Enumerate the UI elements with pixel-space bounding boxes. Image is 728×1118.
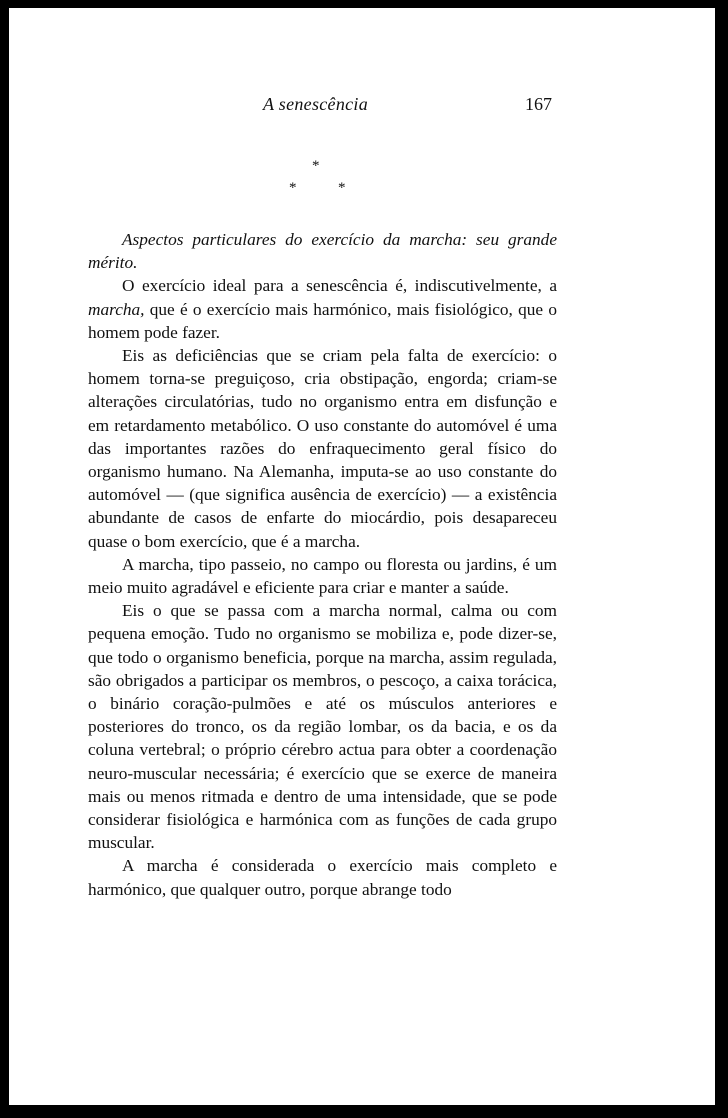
emphasis-marcha: marcha, [88, 299, 145, 319]
book-page [9, 8, 715, 1105]
running-head [9, 94, 715, 120]
page-number: 167 [525, 94, 552, 114]
asterisk-right: * [338, 180, 346, 196]
paragraph-4: Eis o que se passa com a marcha normal, calma ou com pequena emoção. Tudo no organismo se mobiliza e, pode dizer-se, que todo o organismo beneficia, porque na marcha, assim regulada, são obrigados a participar os membros, o pescoço, a caixa torácica, o binário coração-pulmões e até os músculos anteriores e posteriores do tronco, os da região lombar, os da bacia, e os da coluna vertebral; o próprio cérebro actua para obter a coordenação neuro-muscular necessária; é exercício que se exerce de maneira mais ou menos ritmada e dentro de uma intensidade, que se pode considerar fisiológica e harmónica com as funções de cada grupo muscular. [88, 601, 557, 853]
body-text [88, 228, 557, 901]
asterisk-top: * [312, 158, 320, 174]
asterism-separator [9, 150, 715, 200]
section-heading: Aspectos particulares do exercício da marcha: seu grande mérito. [88, 230, 557, 273]
paragraph-1-start: O exercício ideal para a senescência é, indiscutivelmente, a [122, 276, 557, 296]
paragraph-1-end: que é o exercício mais harmónico, mais fisiológico, que o homem pode fazer. [88, 299, 557, 342]
paragraph-5: A marcha é considerada o exercício mais completo e harmónico, que qualquer outro, porque abrange todo [88, 856, 557, 899]
paragraph-1 [88, 274, 557, 344]
running-title: A senescência [263, 94, 369, 114]
paragraph-3: A marcha, tipo passeio, no campo ou floresta ou jardins, é um meio muito agradável e eficiente para criar e manter a saúde. [88, 554, 557, 598]
paragraph-2: Eis as deficiências que se criam pela falta de exercício: o homem torna-se preguiçoso, cria obstipação, engorda; criam-se alterações circulatórias, tudo no organismo entra em disfunção e em retardamento metabólico. O uso constante do automóvel é uma das importantes razões do enfraquecimento geral físico do organismo humano. Na Alemanha, imputa-se ao uso constante do automóvel — (que significa ausência de exercício) — a existência abundante de casos de enfarte do miocárdio, pois desapareceu quase o bom exercício, que é a marcha. [88, 346, 557, 551]
asterisk-left: * [289, 180, 297, 196]
